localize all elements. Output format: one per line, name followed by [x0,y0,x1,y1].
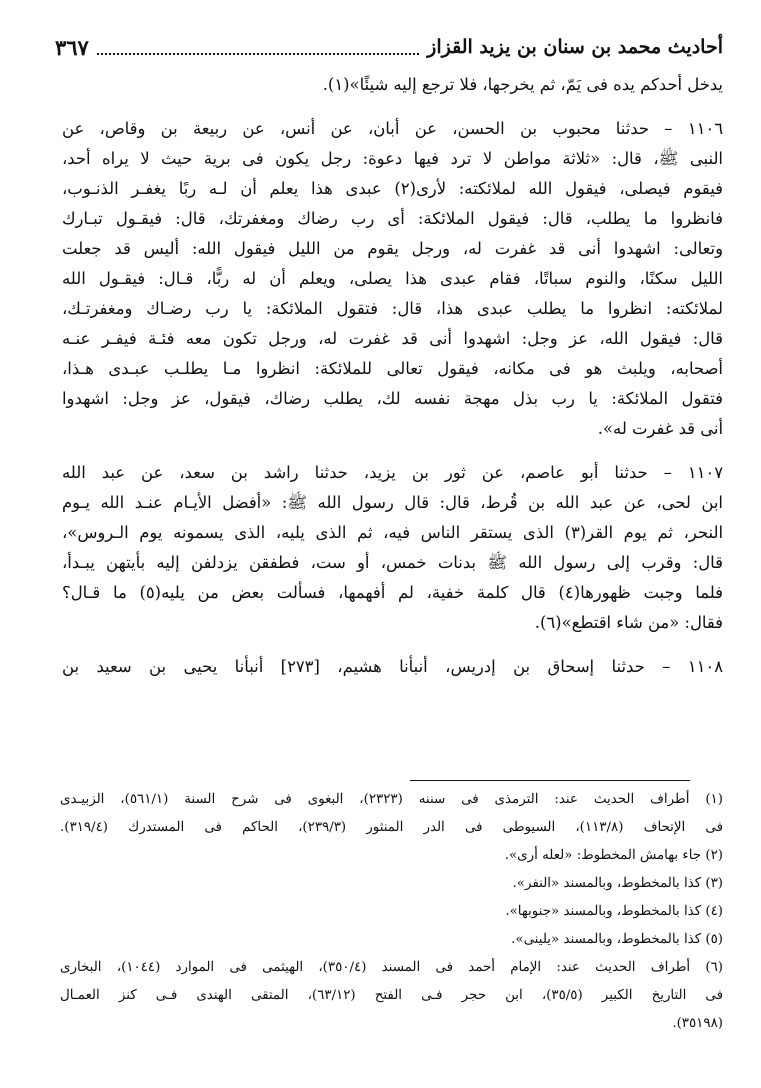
footnote-line: (٢) جاء بهامش المخطوط: «لعله أرى». [504,848,723,863]
footnote-line: فى التاريخ الكبير (٣٥/٥)، ابن حجر فـى الفتح (٦٣/١٢)، المتقى الهندى فـى كنز العمـال [60,988,723,1003]
text-line: لملائكته: انظروا ما يطلب عبدى هذا، قال: فتقول الملائكة: يا رب رضـاك ومغفرتـك، [62,299,723,318]
text-line: قال: فيقول الله، عز وجل: اشهدوا أنى قد غفرت له، ورجل تكون معه فئـة فيفـر عنـه [62,329,723,348]
text-line: ابن لحى، عن عبد الله بن قُرط، قال: قال رسول الله ﷺ: «أفضل الأيـام عنـد الله يـوم [62,493,723,512]
text-line: النبى ﷺ، قال: «ثلاثة مواطن لا ترد فيها دعوة: رجل يكون فى برية حيث لا يراه أحد، [62,149,723,168]
footnote-line: (٥) كذا بالمخطوط، وبالمسند «يلينى». [511,932,723,947]
paragraph-gap [62,444,723,458]
running-title: أحاديث محمد بن سنان بن يزيد القزاز [427,36,723,58]
footnote-line: (١) أطراف الحديث عند: الترمذى فى سننه (٢٣٢٣)، البغوى فى شرح السنة (٥٦١/١)، الزبيـدى [60,792,723,807]
paragraph-gap [62,100,723,114]
hadith-1108-heading-line: ١١٠٨ – حدثنا إسحاق بن إدريس، أنبأنا هشيم، [٢٧٣] أنبأنا يحيى بن سعيد بن [62,657,723,676]
paragraph-gap [62,638,723,652]
text-line: الليل سكنًا، والنوم سباتًا، فقام عبدى هذا يصلى، ويعلم أن له ربًّا، قـال: فيقـول الله [62,269,723,288]
text-line: أنى قد غفرت له». [597,419,723,438]
footnote-line: (٣٥١٩٨). [672,1016,723,1031]
text-line: أصحابه، ويلبث هو فى مكانه، فيقول تعالى للملائكة: انظروا مـا يطلـب عبـدى هـذا، [62,359,723,378]
footnote-line: فى الإتحاف (١١٣/٨)، السيوطى فى الدر المنثور (٢٣٩/٣)، الحاكم فى المستدرك (٣١٩/٤). [60,820,723,835]
text-line: فتقول الملائكة: يا رب بذل مهجة نفسه لك، يطلب رضاك، فيقول، عز وجل: اشهدوا [62,389,723,408]
text-line: النحر، ثم يوم القر(٣) الذى يستقر الناس فيه، ثم الذى يليه، الذى يسمونه يوم الـروس»، [62,523,723,542]
hadith-1107-heading-line: ١١٠٧ – حدثنا أبو عاصم، عن ثور بن يزيد، حدثنا راشد بن سعد، عن عبد الله [62,463,723,482]
footnote-separator [410,780,690,781]
footnote-line: (٦) أطراف الحديث عند: الإمام أحمد فى المسند (٣٥٠/٤)، الهيثمى فى الموارد (١٠٤٤)، البخارى [60,960,723,975]
text-line: فانظروا ما يطلب، قال: فيقول الملائكة: أى رب رضاك ومغفرتك، قال: فيقـول تبـارك [62,209,723,228]
text-line: فلما وجبت ظهورها(٤) قال كلمة خفية، لم أفهمها، فسألت بعض من يليه(٥) ما قـال؟ [62,583,723,602]
page-header [55,30,723,64]
text-line: قال: وقرب إلى رسول الله ﷺ بدنات خمس، أو ست، فطفقن يزدلفن إليه بأيتهن يبـدأ، [62,553,723,572]
header-dot-leader [97,39,419,55]
text-line: يدخل أحدكم يده فى يَمّ، ثم يخرجها، فلا ترجع إليه شيئًا»(١). [322,75,723,94]
page-number: ٣٦٧ [55,34,89,60]
text-line: وتعالى: اشهدوا أنى قد غفرت له، ورجل يقوم من الليل فيقول الله: أليس قد جعلت [62,239,723,258]
footnote-line: (٤) كذا بالمخطوط، وبالمسند «جنوبها». [505,904,723,919]
text-line: فقال: «من شاء اقتطع»(٦). [534,613,723,632]
footnote-line: (٣) كذا بالمخطوط، وبالمسند «النفر». [512,876,723,891]
text-line: فيقوم فيصلى، فيقول الله لملائكته: لأرى(٢) عبدى هذا يعلم أن لـه ربًا يغفـر الذنـوب، [62,179,723,198]
hadith-1106-heading-line: ١١٠٦ – حدثنا محبوب بن الحسن، عن أبان، عن أنس، عن ربيعة بن وقاص، عن [62,119,723,138]
main-text [62,70,723,682]
footnotes [60,786,723,1038]
